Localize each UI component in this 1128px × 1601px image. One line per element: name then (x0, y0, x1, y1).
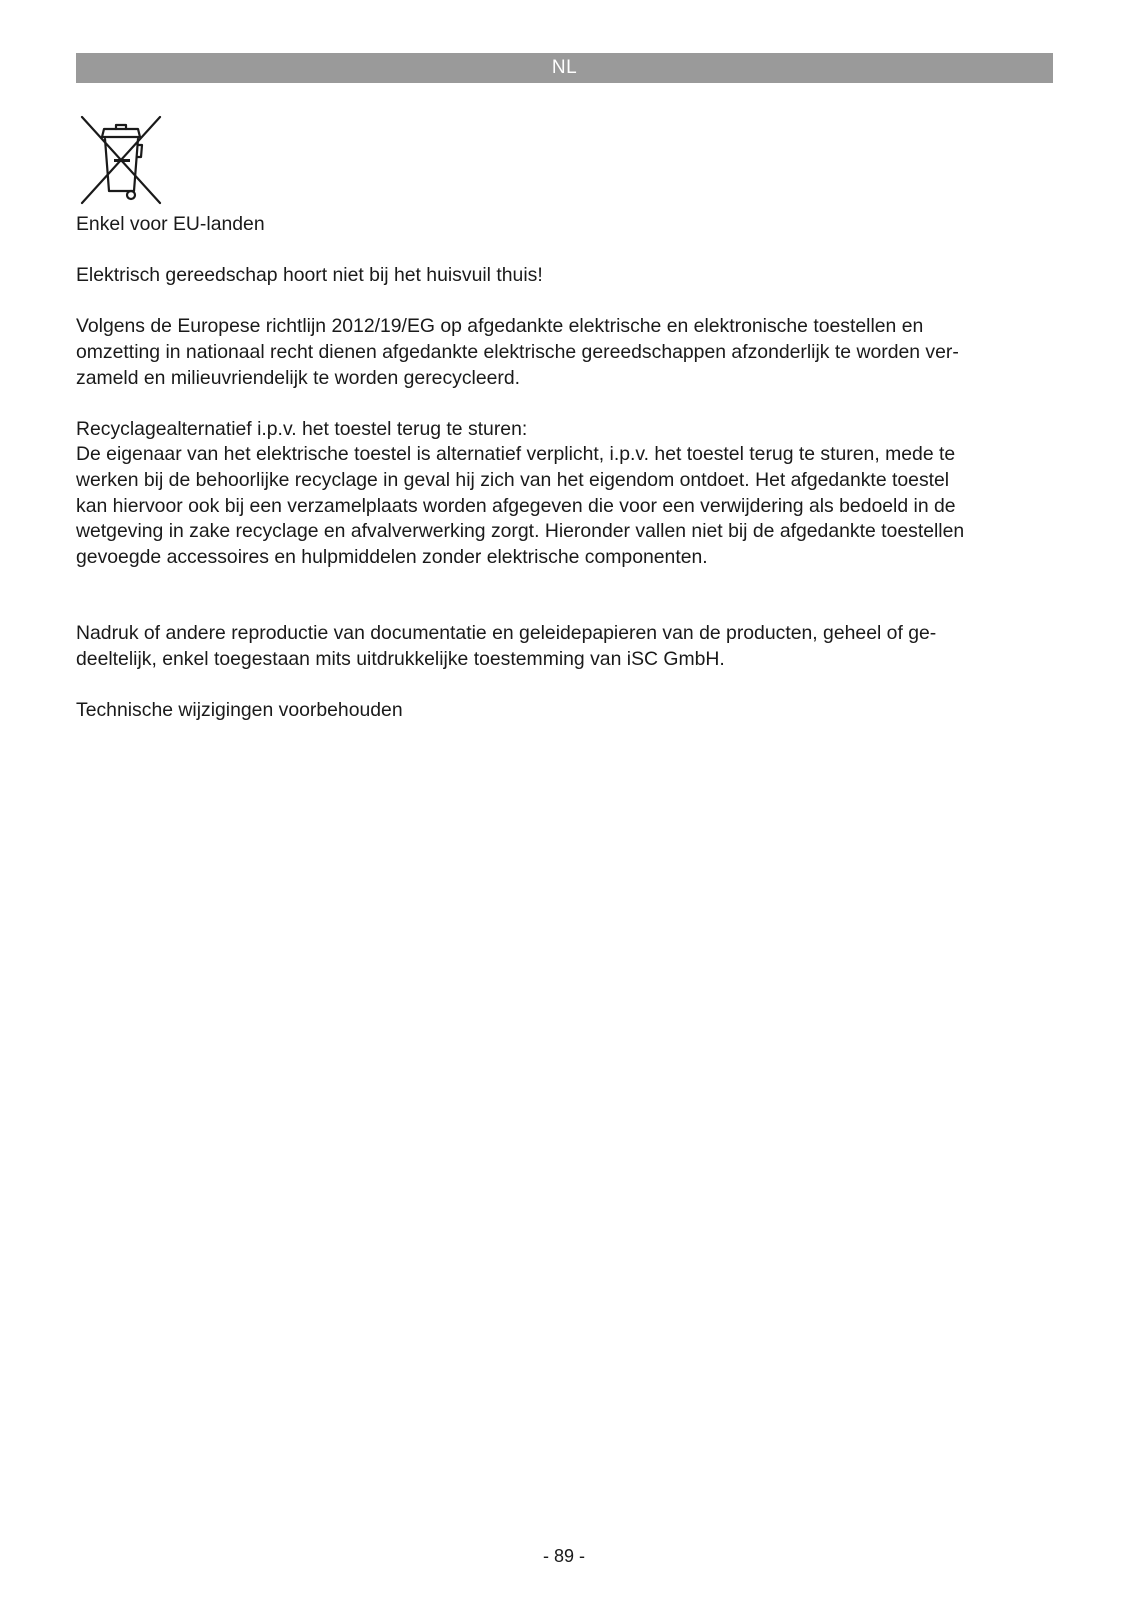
language-header-bar: NL (76, 53, 1053, 83)
eu-only-line: Enkel voor EU-landen (76, 213, 265, 235)
crossed-out-wheelie-bin-icon (78, 115, 162, 205)
directive-paragraph: Volgens de Europese richtlijn 2012/19/EG op afgedankte elektrische en elektronische toestellen en omzetting in nationaal recht dienen afgedankte elektrische gereedschappen afzonderlijk te worden ver- zameld en milieuvriendelijk te worden gerecycleerd. (76, 315, 959, 389)
reproduction-notice: Nadruk of andere reproductie van documentatie en geleidepapieren van de producten, geheel of ge- deeltelijk, enkel toegestaan mits uitdrukkelijke toestemming van iSC GmbH. (76, 622, 937, 670)
document-body (76, 212, 1056, 724)
recycling-heading: Recyclagealternatief i.p.v. het toestel terug te sturen: (76, 417, 528, 440)
page-number: - 89 - (542, 1546, 585, 1566)
technical-changes-line: Technische wijzigingen voorbehouden (76, 699, 403, 722)
recycling-paragraph: De eigenaar van het elektrische toestel is alternatief verplicht, i.p.v. het toestel terug te sturen, mede te werken bij de behoorlijke recyclage in geval hij zich van het eigendom ontdoet. Het afgedankte toestel kan hiervoor ook bij een verzamelplaats worden afgegeven die voor een verwijdering als bedoeld in de wetgeving in zake recyclage en afvalverwerking zorgt. Hieronder vallen niet bij de afgedankte toestellen gevoegde accessoires en hulpmiddelen zonder elektrische componenten. (76, 443, 965, 568)
household-waste-line: Elektrisch gereedschap hoort niet bij het huisvuil thuis! (76, 264, 543, 287)
